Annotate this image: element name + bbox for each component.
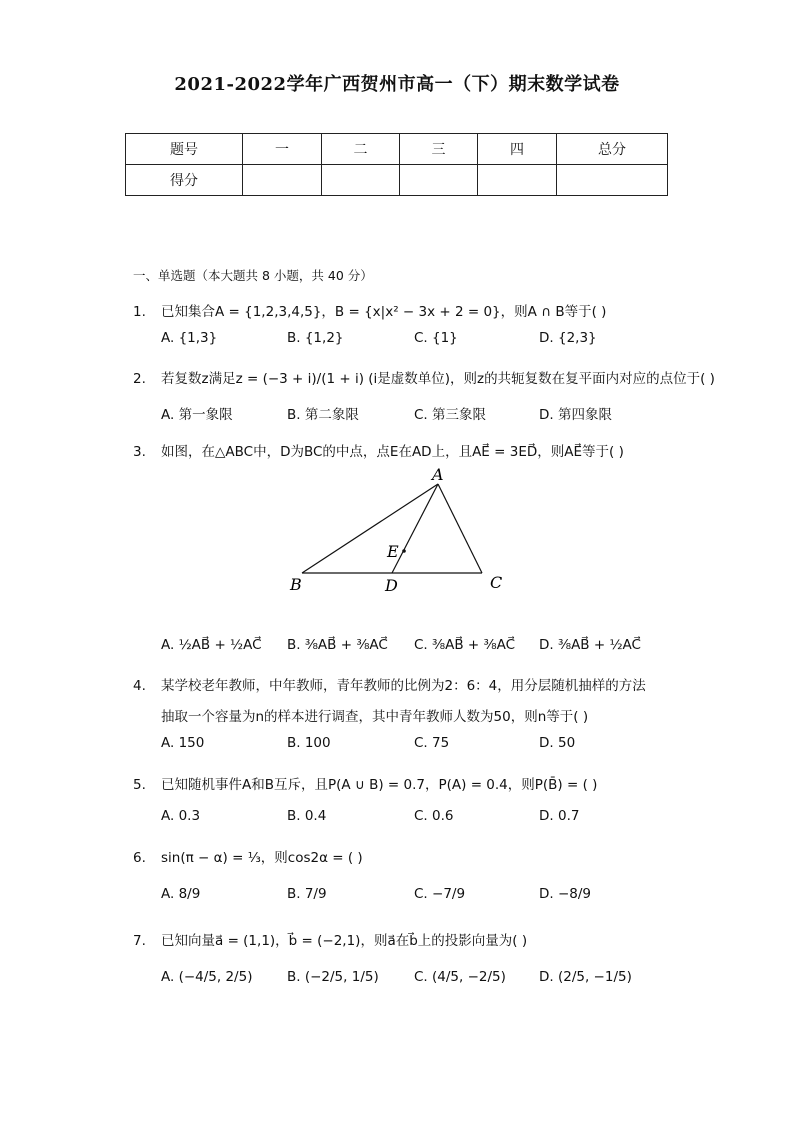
- score-table-score-row: [126, 165, 668, 196]
- option-c[interactable]: C. 第三象限: [414, 407, 487, 423]
- score-cell[interactable]: [478, 165, 557, 196]
- question-text: 已知随机事件A和B互斥，且P(A ∪ B) = 0.7，P(A) = 0.4，则P(B̄) = ( ): [161, 777, 598, 793]
- score-header-cell: 一: [243, 134, 322, 165]
- question-text: sin(π − α) = ⅓，则cos2α = ( ): [161, 850, 363, 866]
- question-text: 已知向量a⃗ = (1,1)，b⃗ = (−2,1)，则a⃗在b⃗上的投影向量为( ): [161, 933, 528, 949]
- point-e: [402, 549, 406, 553]
- question-3: [133, 440, 624, 460]
- question-text: 若复数z满足z = (−3 + i)/(1 + i) (i是虚数单位)，则z的共轭复数在复平面内对应的点位于( ): [161, 371, 715, 387]
- option-d[interactable]: D. 50: [539, 735, 576, 751]
- question-number: 3.: [133, 444, 146, 460]
- question-text: 如图，在△ABC中，D为BC的中点，点E在AD上，且AE⃗ = 3ED⃗，则AE⃗等于( ): [161, 444, 624, 460]
- triangle-figure: [280, 462, 510, 597]
- option-a[interactable]: A. 0.3: [161, 808, 201, 824]
- option-b[interactable]: B. 0.4: [287, 808, 327, 824]
- label-b: B: [290, 575, 302, 594]
- score-cell[interactable]: [557, 165, 668, 196]
- option-a[interactable]: A. 第一象限: [161, 407, 233, 423]
- score-table: [125, 133, 668, 196]
- option-d[interactable]: D. (2/5, −1/5): [539, 969, 632, 985]
- segment-ab: [302, 484, 438, 573]
- option-c[interactable]: C. ⅜AB⃗ + ⅜AC⃗: [414, 637, 515, 653]
- question-text: 已知集合A = {1,2,3,4,5}，B = {x|x² − 3x + 2 = 0}，则A ∩ B等于( ): [161, 304, 607, 320]
- option-b[interactable]: B. {1,2}: [287, 330, 344, 346]
- label-c: C: [490, 573, 503, 592]
- question-1: [133, 300, 606, 320]
- option-b[interactable]: B. 100: [287, 735, 331, 751]
- option-b[interactable]: B. ⅜AB⃗ + ⅜AC⃗: [287, 637, 388, 653]
- option-d[interactable]: D. {2,3}: [539, 330, 597, 346]
- option-d[interactable]: D. −8/9: [539, 886, 592, 902]
- option-b[interactable]: B. (−2/5, 1/5): [287, 969, 379, 985]
- option-a[interactable]: A. 8/9: [161, 886, 201, 902]
- option-c[interactable]: C. 75: [414, 735, 450, 751]
- question-number: 1.: [133, 304, 146, 320]
- label-a: A: [432, 465, 444, 484]
- question-4: [133, 674, 646, 694]
- score-header-cell: 三: [400, 134, 478, 165]
- option-c[interactable]: C. {1}: [414, 330, 458, 346]
- label-d: D: [385, 576, 398, 595]
- option-a[interactable]: A. 150: [161, 735, 205, 751]
- option-b[interactable]: B. 第二象限: [287, 407, 359, 423]
- question-4-line2: 抽取一个容量为n的样本进行调查，其中青年教师人数为50，则n等于( ): [161, 709, 589, 725]
- section-heading: 一、单选题（本大题共 8 小题，共 40 分）: [133, 268, 373, 283]
- question-6: [133, 846, 363, 866]
- score-cell[interactable]: [322, 165, 400, 196]
- question-number: 7.: [133, 933, 146, 949]
- option-c[interactable]: C. −7/9: [414, 886, 466, 902]
- option-a[interactable]: A. (−4/5, 2/5): [161, 969, 253, 985]
- score-cell[interactable]: [243, 165, 322, 196]
- score-table-header-row: [126, 134, 668, 165]
- option-a[interactable]: A. ½AB⃗ + ½AC⃗: [161, 637, 262, 653]
- score-cell[interactable]: [400, 165, 478, 196]
- score-header-cell: 二: [322, 134, 400, 165]
- question-number: 6.: [133, 850, 146, 866]
- score-header-cell: 总分: [557, 134, 668, 165]
- score-header-cell: 四: [478, 134, 557, 165]
- segment-ad: [392, 484, 438, 573]
- option-d[interactable]: D. ⅜AB⃗ + ½AC⃗: [539, 637, 641, 653]
- question-7: [133, 929, 527, 949]
- label-e: E: [387, 542, 399, 561]
- option-a[interactable]: A. {1,3}: [161, 330, 218, 346]
- question-number: 5.: [133, 777, 146, 793]
- option-d[interactable]: D. 0.7: [539, 808, 580, 824]
- score-header-cell: 题号: [126, 134, 243, 165]
- question-5: [133, 773, 597, 793]
- exam-title: 2021-2022学年广西贺州市高一（下）期末数学试卷: [174, 74, 620, 95]
- question-text: 某学校老年教师，中年教师，青年教师的比例为2：6：4，用分层随机抽样的方法: [161, 678, 646, 694]
- score-row-label: 得分: [126, 165, 243, 196]
- option-d[interactable]: D. 第四象限: [539, 407, 612, 423]
- option-c[interactable]: C. 0.6: [414, 808, 454, 824]
- segment-ac: [438, 484, 482, 573]
- option-b[interactable]: B. 7/9: [287, 886, 327, 902]
- option-c[interactable]: C. (4/5, −2/5): [414, 969, 506, 985]
- question-number: 4.: [133, 678, 146, 694]
- question-number: 2.: [133, 371, 146, 387]
- question-2: [133, 367, 715, 387]
